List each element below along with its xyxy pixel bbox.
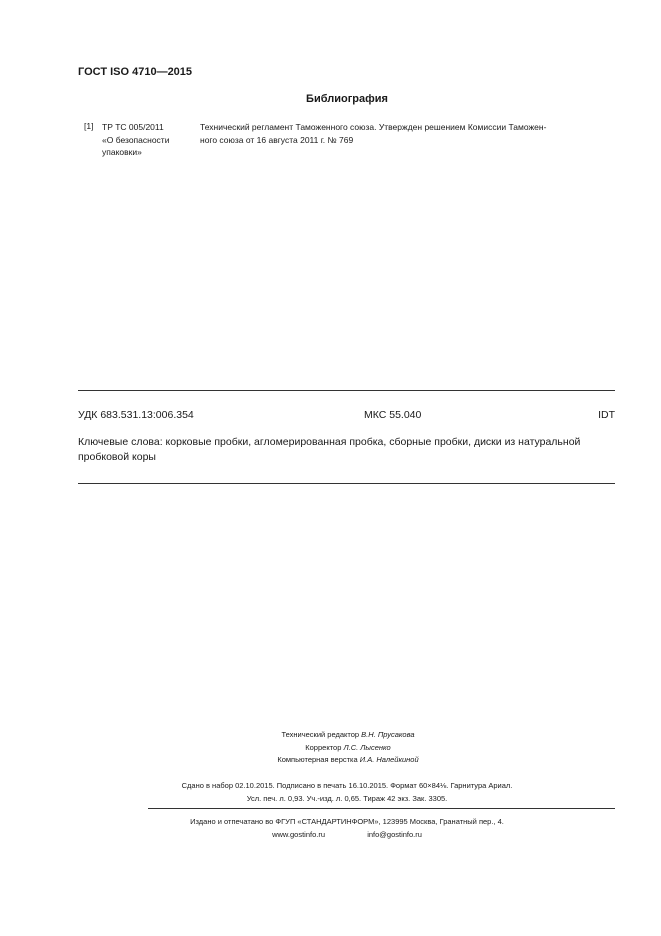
description-line: ного союза от 16 августа 2011 г. № 769 [200, 134, 354, 145]
idt-label: IDT [598, 409, 615, 421]
imprint-line: Усл. печ. л. 0,93. Уч.-изд. л. 0,65. Тираж 42 экз. Зак. 3305. [246, 793, 448, 803]
keywords-line: пробковой коры [78, 451, 156, 463]
publisher [100, 816, 594, 841]
corrector-name: Л.С. Лысенко [343, 742, 391, 752]
layout-label: Компьютерная верстка [277, 755, 358, 764]
imprint-line: Сдано в набор 02.10.2015. Подписано в печать 16.10.2015. Формат 60×84⅛. Гарнитура Ариал. [181, 781, 513, 790]
bibliography-entry-reference [102, 121, 197, 159]
tech-editor-name: В.Н. Прусакова [361, 730, 415, 739]
mks-code: МКС 55.040 [364, 409, 422, 421]
corrector-label: Корректор [305, 742, 342, 752]
bibliography-title: Библиография [306, 93, 388, 105]
credits [200, 729, 496, 767]
tech-editor-label: Технический редактор [281, 730, 360, 739]
publisher-line: Издано и отпечатано во ФГУП «СТАНДАРТИНФОРМ», 123995 Москва, Гранатный пер., 4. [190, 817, 504, 826]
imprint [100, 780, 594, 805]
divider-top [78, 390, 615, 391]
divider-imprint [148, 808, 615, 809]
keywords [78, 435, 618, 465]
layout-name: И.А. Налейкиной [359, 755, 419, 764]
publisher-contacts [100, 829, 594, 842]
divider-bottom [78, 483, 615, 484]
udk-code: УДК 683.531.13:006.354 [78, 409, 194, 421]
reference-line: «О безопасности [102, 134, 170, 145]
bibliography-entry-description [200, 121, 616, 146]
description-line: Технический регламент Таможенного союза. Утвержден решением Комиссии Таможен- [200, 122, 547, 132]
standard-code: ГОСТ ISO 4710—2015 [78, 66, 193, 78]
publisher-email: info@gostinfo.ru [367, 829, 422, 839]
reference-line: ТР ТС 005/2011 [102, 122, 164, 132]
publisher-website: www.gostinfo.ru [272, 829, 326, 839]
tech-editor [200, 729, 496, 742]
keywords-line: Ключевые слова: корковые пробки, агломерированная пробка, сборные пробки, диски из натуральной [78, 436, 581, 448]
reference-line: упаковки» [102, 147, 142, 157]
corrector [200, 742, 496, 755]
bibliography-entry-number: [1] [84, 121, 94, 131]
layout-artist [200, 754, 496, 767]
